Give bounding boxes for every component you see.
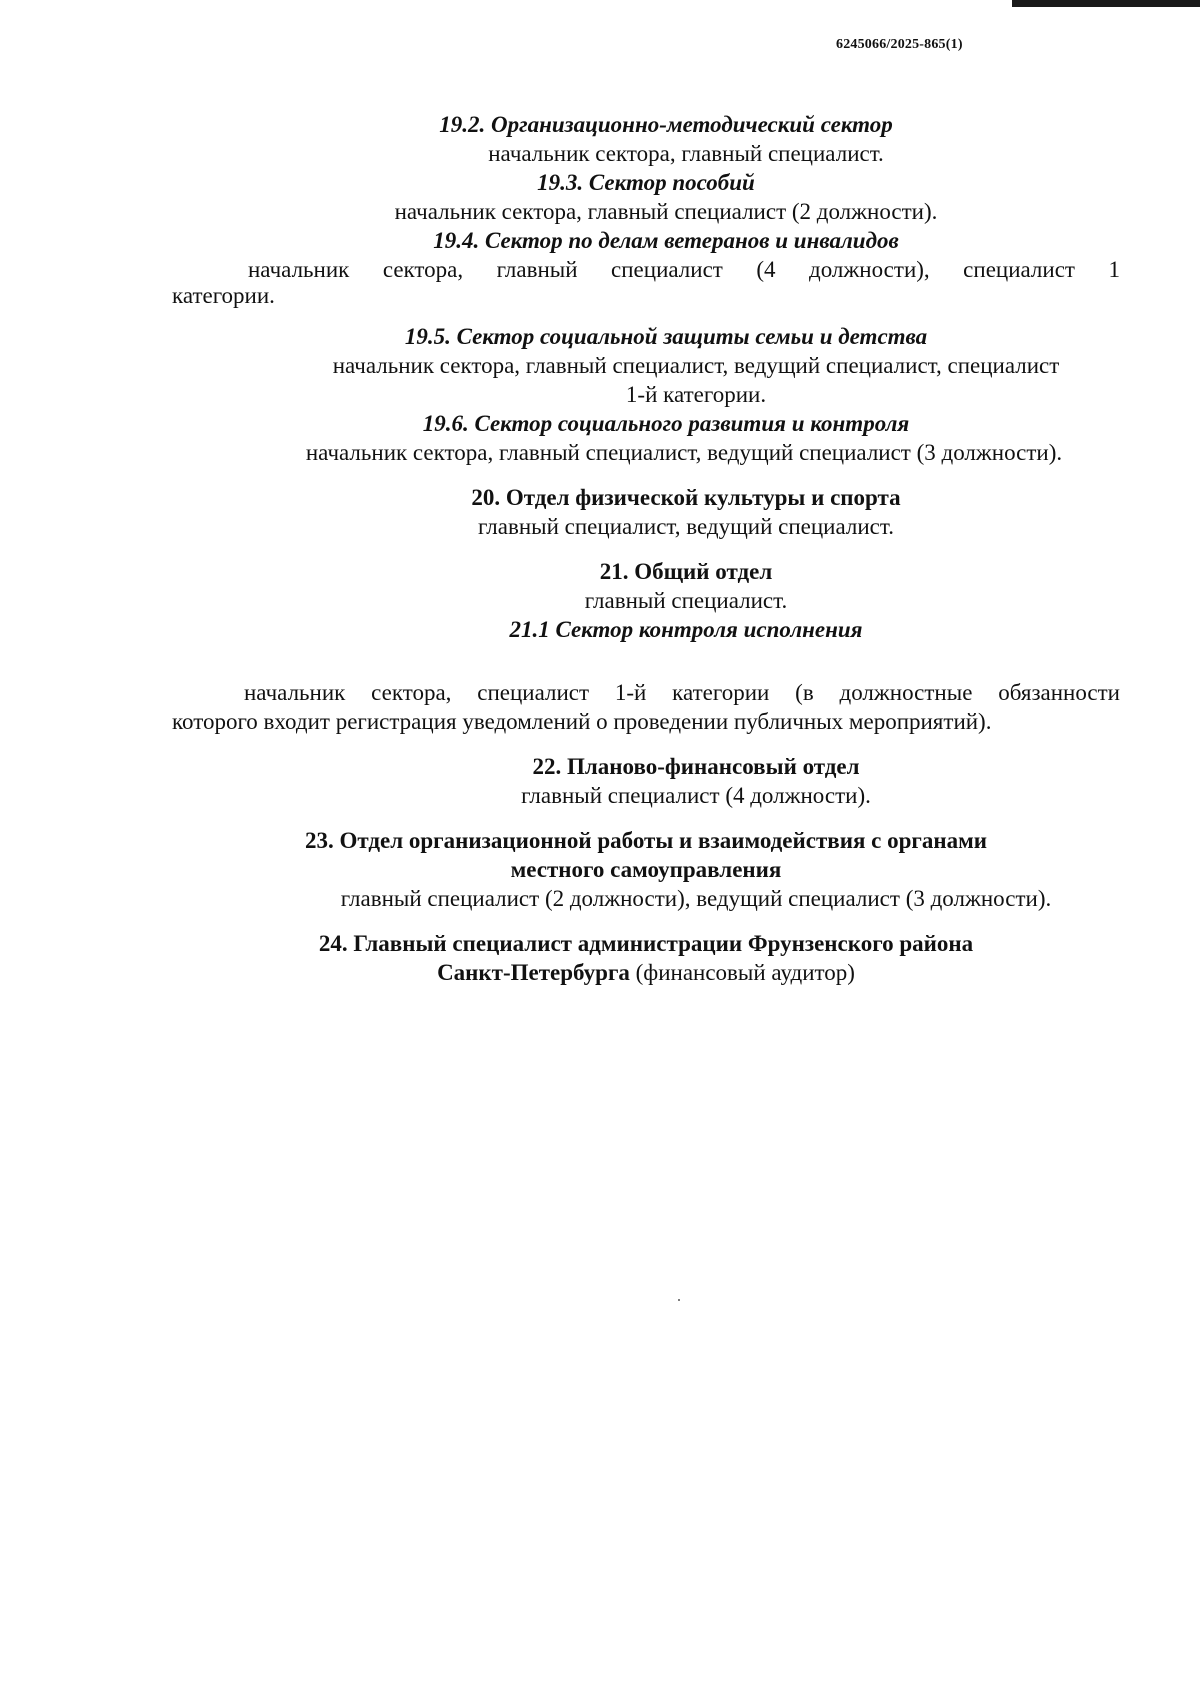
section-24-city: Санкт-Петербурга (437, 960, 630, 985)
section-19-6-staff: начальник сектора, главный специалист, ведущий специалист (3 должности). (305, 440, 1063, 465)
section-24-title-line1: 24. Главный специалист администрации Фрунзенского района (318, 931, 974, 956)
section-22-title: 22. Планово-финансовый отдел (532, 754, 860, 779)
section-23-staff: главный специалист (2 должности), ведущий специалист (3 должности). (340, 886, 1052, 911)
section-19-2-title: 19.2. Организационно-методический сектор (439, 112, 893, 137)
section-21-1-staff-line2: которого входит регистрация уведомлений о проведении публичных мероприятий). (172, 709, 992, 734)
scan-edge-mark (1012, 0, 1200, 7)
section-19-5-title: 19.5. Сектор социальной защиты семьи и детства (404, 324, 928, 349)
section-21-1-staff-line1: начальник сектора, специалист 1-й категории (в должностные обязанности (244, 680, 1120, 705)
section-22-staff: главный специалист (4 должности). (521, 783, 871, 808)
section-21-title: 21. Общий отдел (599, 559, 773, 584)
section-19-5-staff-line2: 1-й категории. (625, 382, 767, 407)
section-19-3-staff: начальник сектора, главный специалист (2 должности). (394, 199, 938, 224)
section-20-title: 20. Отдел физической культуры и спорта (471, 485, 901, 510)
section-19-2-staff: начальник сектора, главный специалист. (488, 141, 884, 166)
section-20-staff: главный специалист, ведущий специалист. (478, 514, 894, 539)
section-19-4-title: 19.4. Сектор по делам ветеранов и инвалидов (433, 228, 899, 253)
section-19-6-title: 19.6. Сектор социального развития и контроля (422, 411, 910, 436)
section-23-title-line1: 23. Отдел организационной работы и взаимодействия с органами (304, 828, 987, 853)
section-24-role: (финансовый аудитор) (629, 960, 855, 985)
section-19-3-title: 19.3. Сектор пособий (537, 170, 755, 195)
section-19-4-staff-line2: категории. (172, 283, 275, 308)
scan-speck (678, 1299, 680, 1301)
section-21-staff: главный специалист. (584, 588, 788, 613)
section-19-4-staff-line1: начальник сектора, главный специалист (4 должности), специалист 1 (248, 257, 1120, 282)
document-body (172, 110, 1120, 987)
section-21-1-title: 21.1 Сектор контроля исполнения (509, 617, 863, 642)
section-19-5-staff-line1: начальник сектора, главный специалист, ведущий специалист, специалист (332, 353, 1060, 378)
document-number: 6245066/2025-865(1) (836, 37, 963, 52)
section-23-title-line2: местного самоуправления (510, 857, 782, 882)
section-24-title-line2 (172, 958, 1120, 987)
